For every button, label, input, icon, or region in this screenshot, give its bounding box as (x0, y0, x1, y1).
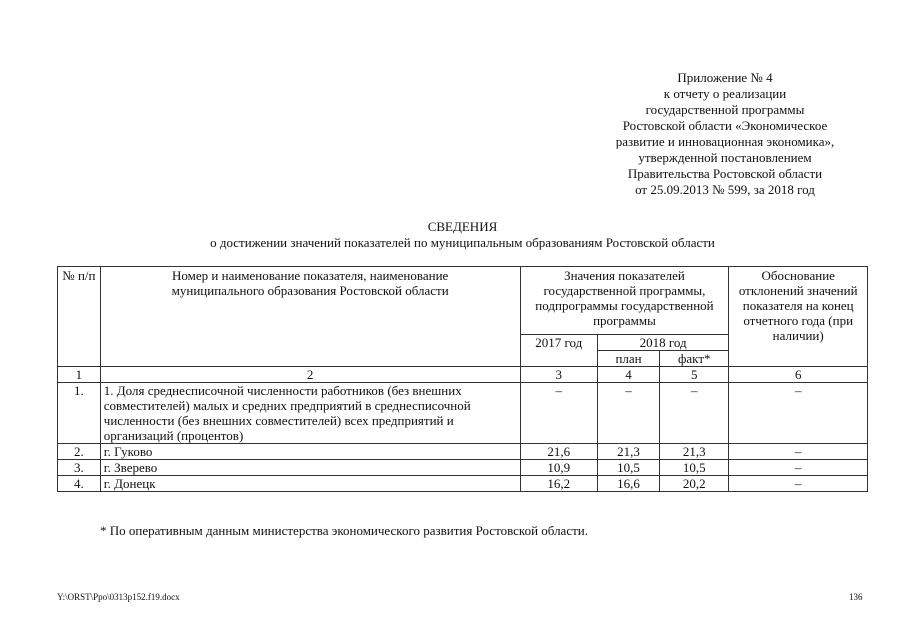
column-number-row (58, 367, 868, 383)
row-value-2017: 16,2 (520, 476, 597, 492)
col-number: 1 (58, 367, 101, 383)
appendix-line: развитие и инновационная экономика», (615, 134, 835, 149)
header-values: Значения показателей государственной программы, подпрограммы государственной программы (520, 267, 729, 335)
appendix-line: Ростовской области «Экономическое (622, 118, 828, 133)
table-row (58, 460, 868, 476)
col-number: 3 (520, 367, 597, 383)
row-name: 1. Доля среднесписочной численности работников (без внешних совместителей) малых и средних предприятий в среднесписочной численности (без внешних совместителей) всех предприятий и организаций (процентов) (100, 383, 520, 444)
row-value-fact: 10,5 (660, 460, 729, 476)
header-name: Номер и наименование показателя, наименование муниципального образования Ростовской области (100, 267, 520, 367)
row-note: – (729, 383, 868, 444)
appendix-line: от 25.09.2013 № 599, за 2018 год (635, 182, 815, 197)
row-note: – (729, 476, 868, 492)
indicators-table (57, 266, 868, 492)
row-value-2017: 21,6 (520, 444, 597, 460)
row-value-plan: 16,6 (597, 476, 659, 492)
row-value-fact: 21,3 (660, 444, 729, 460)
file-path: Y:\ORST\Ppo\0313p152.f19.docx (57, 592, 180, 602)
row-num: 1. (58, 383, 101, 444)
appendix-line: Правительства Ростовской области (627, 166, 823, 181)
row-value-fact: 20,2 (660, 476, 729, 492)
row-value-fact: – (660, 383, 729, 444)
table-header-row (58, 267, 868, 335)
header-year-2018: 2018 год (597, 335, 728, 351)
header-num: № п/п (58, 267, 101, 367)
footnote: * По оперативным данным министерства экономического развития Ростовской области. (100, 523, 588, 538)
table-row (58, 444, 868, 460)
table-row (58, 383, 868, 444)
row-note: – (729, 444, 868, 460)
row-value-plan: 21,3 (597, 444, 659, 460)
header-justification: Обоснование отклонений значений показателя на конец отчетного года (при наличии) (729, 267, 868, 367)
appendix-line: Приложение № 4 (677, 70, 773, 85)
col-number: 4 (597, 367, 659, 383)
appendix-line: утвержденной постановлением (638, 150, 812, 165)
header-fact: факт* (660, 351, 729, 367)
row-num: 2. (58, 444, 101, 460)
page-number: 136 (849, 592, 863, 602)
appendix-heading (580, 70, 870, 198)
header-plan: план (597, 351, 659, 367)
document-title: СВЕДЕНИЯ (427, 219, 498, 234)
appendix-line: государственной программы (645, 102, 805, 117)
row-name: г. Донецк (100, 476, 520, 492)
row-value-plan: – (597, 383, 659, 444)
row-num: 3. (58, 460, 101, 476)
document-subtitle: о достижении значений показателей по муниципальным образованиям Ростовской области (210, 235, 715, 250)
appendix-line: к отчету о реализации (663, 86, 787, 101)
table-row (58, 476, 868, 492)
col-number: 5 (660, 367, 729, 383)
col-number: 6 (729, 367, 868, 383)
row-value-2017: 10,9 (520, 460, 597, 476)
header-year-2017: 2017 год (520, 335, 597, 367)
row-name: г. Зверево (100, 460, 520, 476)
row-name: г. Гуково (100, 444, 520, 460)
col-number: 2 (100, 367, 520, 383)
row-num: 4. (58, 476, 101, 492)
row-value-plan: 10,5 (597, 460, 659, 476)
row-note: – (729, 460, 868, 476)
row-value-2017: – (520, 383, 597, 444)
